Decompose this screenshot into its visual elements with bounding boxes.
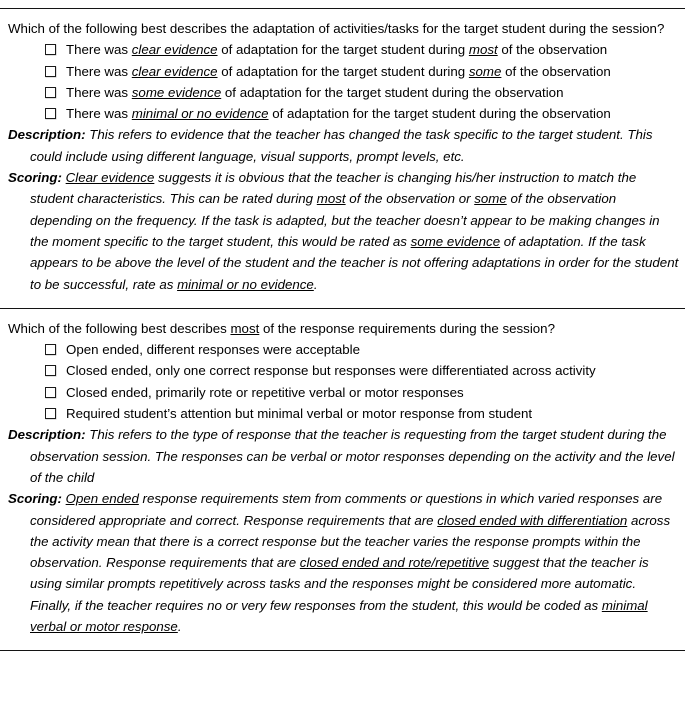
checkbox-icon[interactable] xyxy=(45,387,56,398)
description-block xyxy=(8,124,679,167)
description-block xyxy=(8,424,679,488)
question-section-adaptation xyxy=(0,9,685,296)
description-label: Description: xyxy=(8,127,86,143)
description-text: This refers to the type of response that the teacher is requesting from the target student during the observation session. The responses can be verbal or motor responses depending on the activity and the level of the child xyxy=(30,427,675,485)
checkbox-option[interactable] xyxy=(8,403,679,424)
description-text: This refers to evidence that the teacher has changed the task specific to the target student. This could include using different language, visual supports, prompt levels, etc. xyxy=(30,127,653,164)
description-label: Description: xyxy=(8,427,86,443)
checkbox-icon[interactable] xyxy=(45,365,56,376)
checkbox-icon[interactable] xyxy=(45,44,56,55)
question-text: Which of the following best describes the adaptation of activities/tasks for the target student during the session? xyxy=(8,21,665,36)
checkbox-icon[interactable] xyxy=(45,66,56,77)
bottom-divider xyxy=(0,650,685,651)
question-section-response-requirements xyxy=(0,309,685,638)
checkbox-option[interactable] xyxy=(8,82,679,103)
checkbox-option[interactable] xyxy=(8,61,679,82)
checkbox-option[interactable] xyxy=(8,103,679,124)
option-label: Closed ended, only one correct response but responses were differentiated across activity xyxy=(66,363,596,379)
document-page xyxy=(0,8,685,651)
checkbox-option[interactable] xyxy=(8,339,679,360)
checkbox-option[interactable] xyxy=(8,39,679,60)
checkbox-icon[interactable] xyxy=(45,87,56,98)
option-label: There was minimal or no evidence of adaptation for the target student during the observation xyxy=(66,106,611,122)
options-list xyxy=(8,339,679,424)
checkbox-option[interactable] xyxy=(8,382,679,403)
scoring-block xyxy=(8,167,679,295)
options-list xyxy=(8,39,679,124)
checkbox-icon[interactable] xyxy=(45,408,56,419)
option-label: Closed ended, primarily rote or repetitive verbal or motor responses xyxy=(66,384,464,400)
scoring-block xyxy=(8,488,679,637)
option-label: There was clear evidence of adaptation for the target student during some of the observation xyxy=(66,63,611,79)
scoring-label: Scoring: xyxy=(8,170,62,186)
scoring-text: Open ended response requirements stem from comments or questions in which varied responses are considered appropriate and correct. Response requirements that are closed ended with differentiation across the activity mean that there is a correct response but the teacher varies the response prompts within the observation. Response requirements that are closed ended and rote/repetitive suggest that the teacher is using similar prompts repetitively across tasks and the responses might be considered more automatic. Finally, if the teacher requires no or very few responses from the student, this would be coded as minimal verbal or motor response. xyxy=(30,491,671,635)
scoring-text: Clear evidence suggests it is obvious that the teacher is changing his/her instruction to match the student characteristics. This can be rated during most of the observation or some of the observation depending on the frequency. If the task is adapted, but the teacher doesn’t appear to be making changes in the moment specific to the target student, this would be rated as some evidence of adaptation. If the task appears to be above the level of the student and the teacher is not offering adaptations in order for the student to be successful, rate as minimal or no evidence. xyxy=(30,170,679,292)
question-text: Which of the following best describes most of the response requirements during the session? xyxy=(8,320,555,336)
option-label: Required student’s attention but minimal verbal or motor response from student xyxy=(66,406,533,422)
option-label: There was clear evidence of adaptation for the target student during most of the observation xyxy=(66,42,608,58)
checkbox-option[interactable] xyxy=(8,360,679,381)
scoring-label: Scoring: xyxy=(8,491,62,507)
option-label: There was some evidence of adaptation for the target student during the observation xyxy=(66,84,564,100)
option-label: Open ended, different responses were acceptable xyxy=(66,342,360,358)
checkbox-icon[interactable] xyxy=(45,108,56,119)
checkbox-icon[interactable] xyxy=(45,344,56,355)
